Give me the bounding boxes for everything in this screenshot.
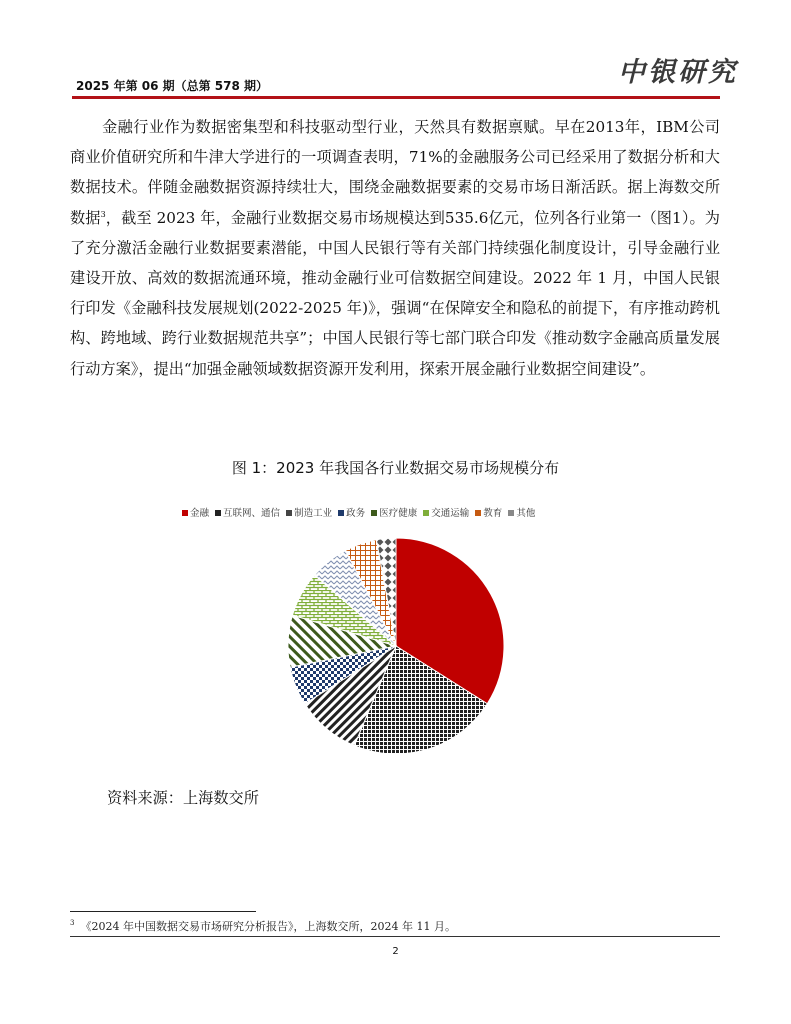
legend-item [423, 505, 469, 519]
legend-item [508, 505, 535, 519]
legend-label: 制造工业 [294, 508, 333, 519]
pie-chart [280, 530, 512, 762]
legend-item [215, 505, 280, 519]
legend-label: 教育 [483, 508, 503, 519]
legend-swatch [286, 510, 292, 516]
publication-logo: 中银研究 [618, 57, 738, 88]
legend-item [371, 505, 417, 519]
legend-label: 医疗健康 [379, 508, 418, 519]
figure-title: 图 1：2023 年我国各行业数据交易市场规模分布 [231, 459, 560, 477]
footnote-text: 《2024 年中国数据交易市场研究分析报告》，上海数交所，2024 年 11 月。 [80, 920, 456, 933]
issue-label: 2025 年第 06 期（总第 578 期） [76, 79, 269, 93]
legend-item [182, 505, 209, 519]
header-rule [72, 96, 720, 99]
footer-rule [70, 936, 720, 937]
legend-swatch [182, 510, 188, 516]
body-text-part1: 金融行业作为数据密集型和科技驱动型行业，天然具有数据禀赋。早在2013年，IBM公司商业价值研究所和牛津大学进行的一项调查表明，71%的金融服务公司已经采用了数据分析和大数据技术。伴随金融数据资源持续壮大，围绕金融数据要素的交易市场日渐活跃。据上海数交所数据 [70, 118, 720, 227]
legend-label: 政务 [346, 508, 366, 519]
legend-swatch [215, 510, 221, 516]
pie-chart-container [280, 530, 512, 766]
chart-legend [182, 505, 642, 519]
footnote-mark: 3 [70, 919, 75, 928]
legend-label: 其他 [516, 508, 536, 519]
legend-item [286, 505, 332, 519]
legend-swatch [338, 510, 344, 516]
body-text-part2: ，截至 2023 年，金融行业数据交易市场规模达到535.6亿元，位列各行业第一（图1）。为了充分激活金融行业数据要素潜能，中国人民银行等有关部门持续强化制度设计，引导金融行业建设开放、高效的数据流通环境，推动金融行业可信数据空间建设。2022 年 1 月，中国人民银行印发《金融科技发展规划(2022-2025 年)》，强调“在保障安全和隐私的前提下，有序推动跨机构、跨地域、跨行业数据规范共享”；中国人民银行等七部门联合印发《推动数字金融高质量发展行动方案》，提出“加强金融领域数据资源开发利用，探索开展金融行业数据空间建设”。 [70, 208, 720, 378]
legend-swatch [475, 510, 481, 516]
legend-item [338, 505, 365, 519]
footnote [70, 918, 456, 934]
legend-label: 互联网、通信 [223, 508, 281, 519]
legend-label: 交通运输 [431, 508, 470, 519]
legend-label: 金融 [190, 508, 210, 519]
body-paragraph [70, 112, 720, 384]
legend-swatch [423, 510, 429, 516]
legend-swatch [508, 510, 514, 516]
footnote-rule [70, 911, 256, 912]
footnote-ref[interactable]: 3 [100, 209, 106, 219]
legend-item [475, 505, 502, 519]
figure-source: 资料来源：上海数交所 [107, 789, 259, 807]
page-number: 2 [392, 946, 399, 957]
legend-swatch [371, 510, 377, 516]
